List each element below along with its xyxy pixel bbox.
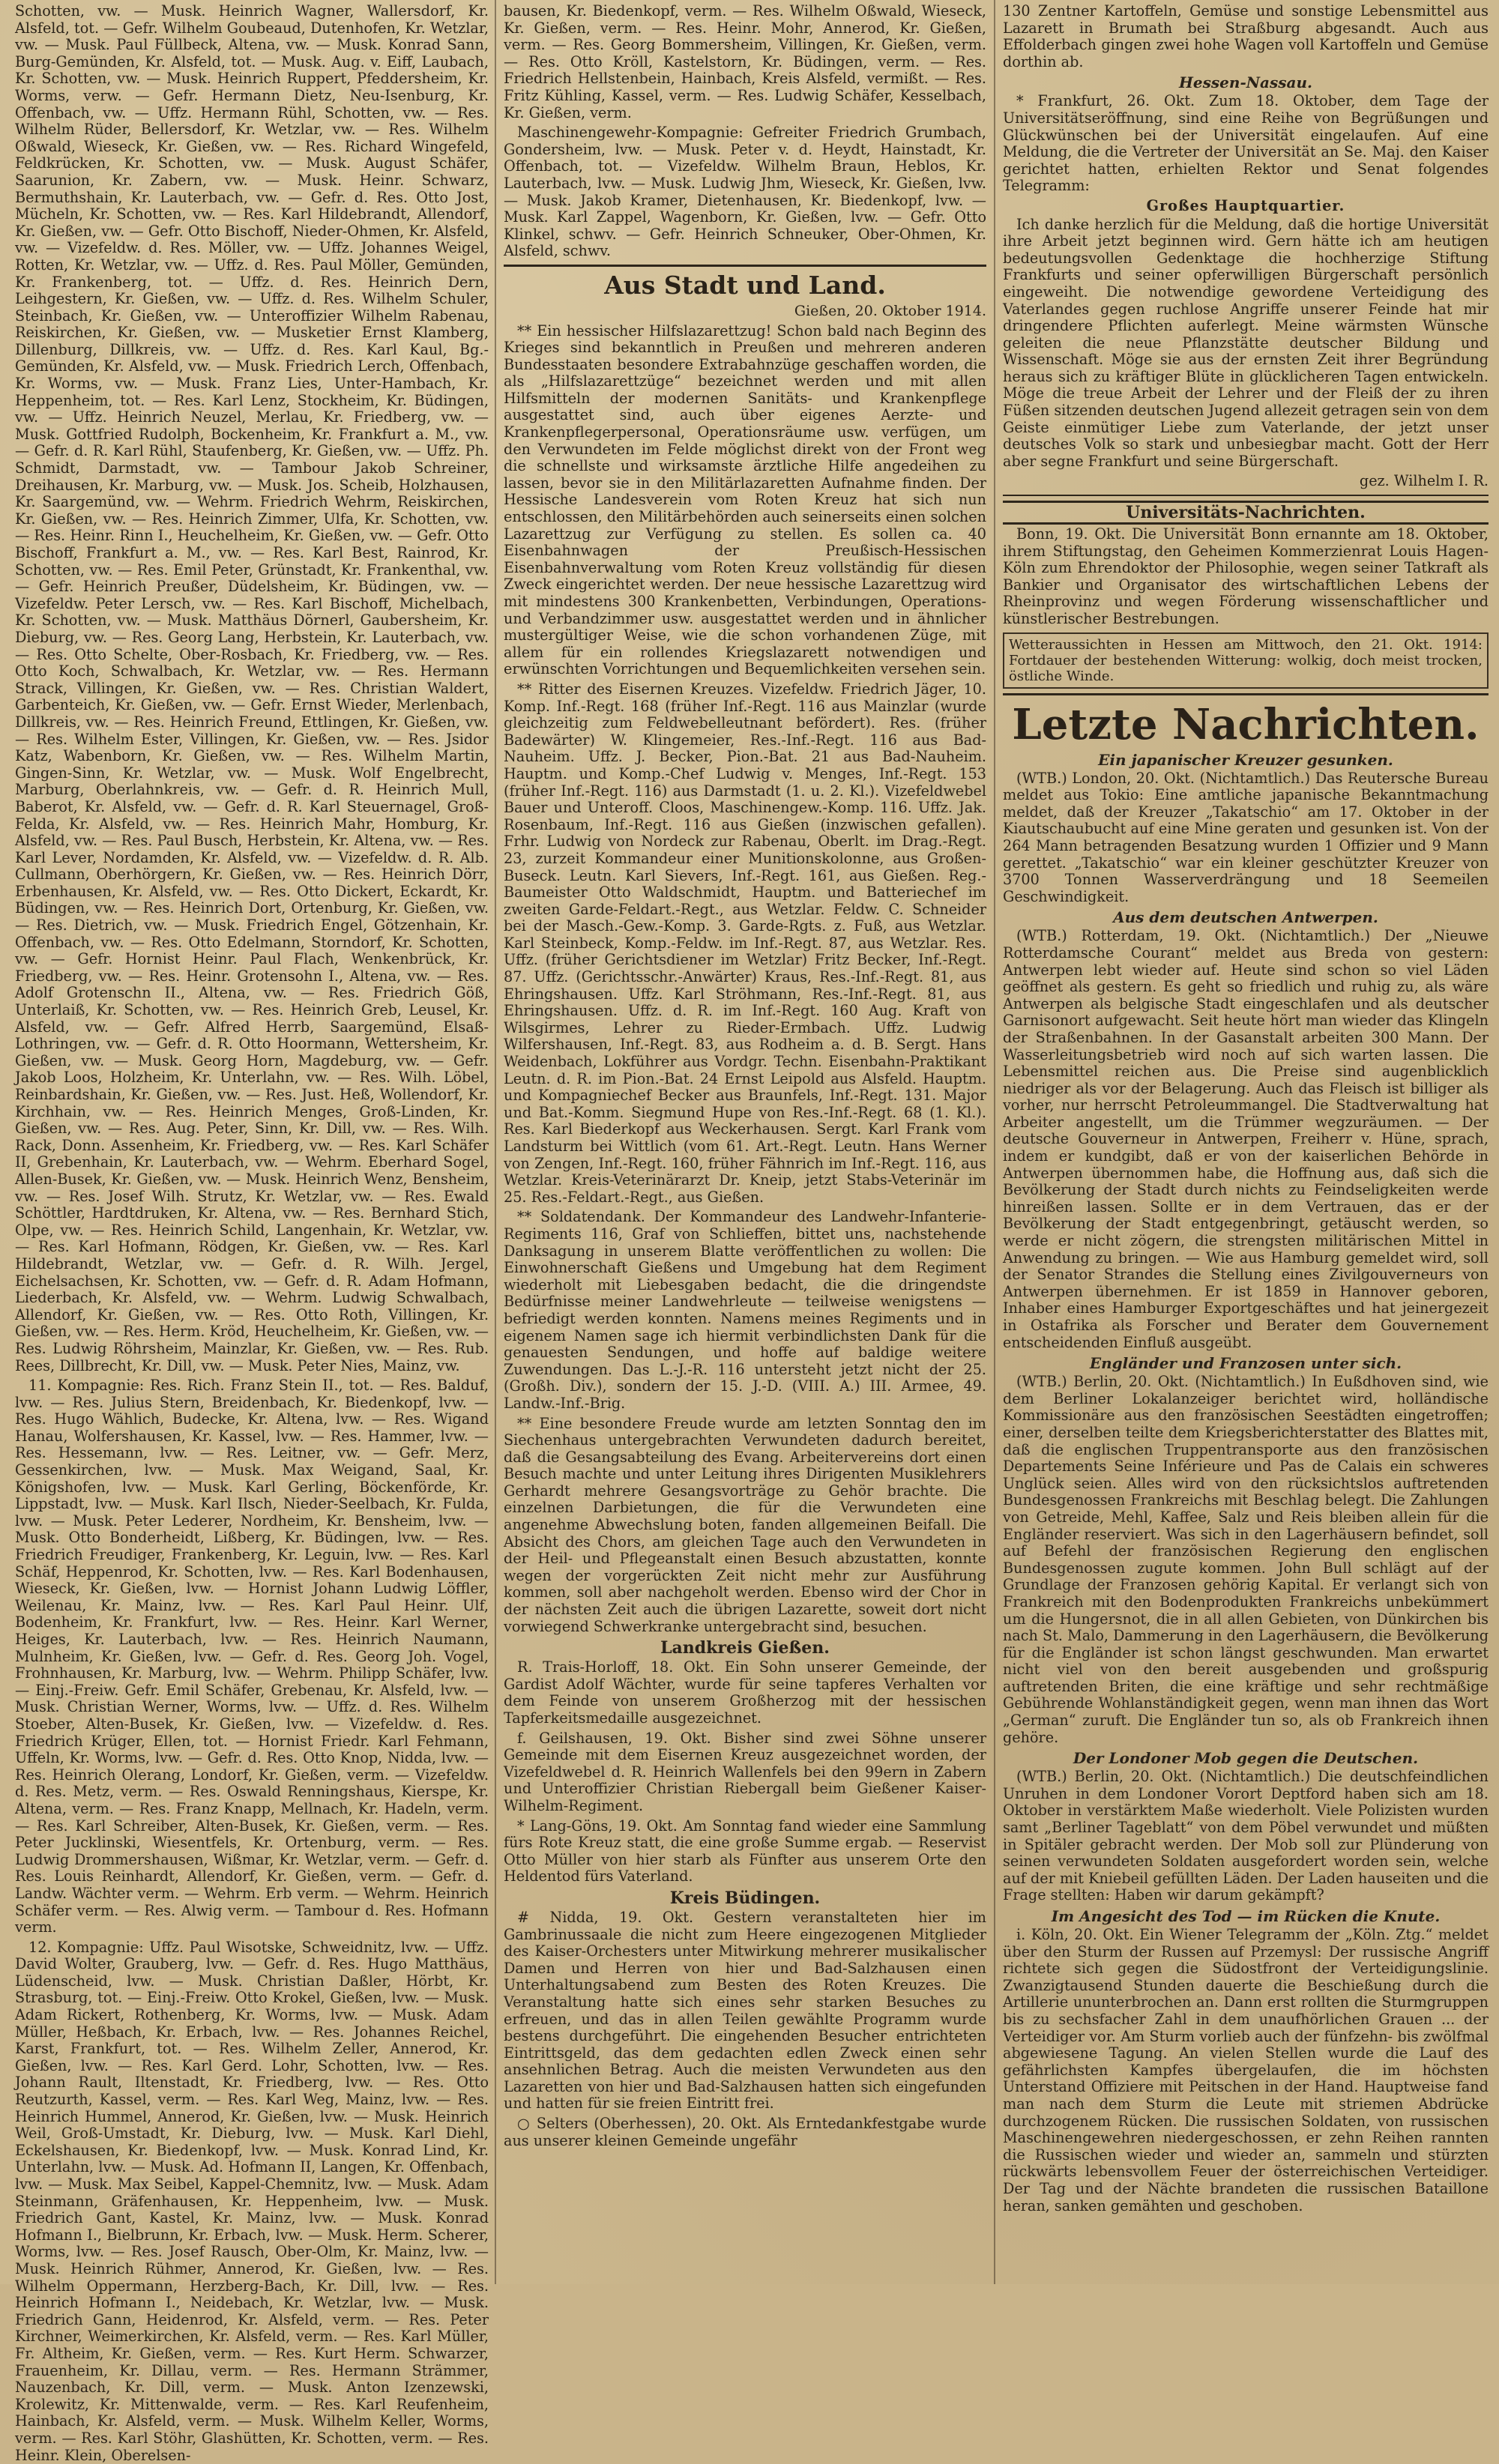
telegram-heading: Großes Hauptquartier. [1146, 196, 1345, 214]
article-frankfurt: * Frankfurt, 26. Okt. Zum 18. Oktober, dem Tage der Universitätseröffnung, sind eine Reihe von Begrüßungen und Glückwünschen bei der Universität eingelaufen. Auf eine Meldung, die die Vertreter der Universität an Se. Maj. den Kaiser gerichtet hatten, erhielten Rektor und Senat folgendes Telegramm: [1003, 92, 1489, 195]
article-potatoes: 130 Zentner Kartoffeln, Gemüse und sonstige Lebensmittel aus Lazarett in Brumath bei Straßburg abgesandt. Auch aus Effolderbach gingen zwei hohe Wagen voll Kartoffeln und Gemüse dorthin ab. [1003, 2, 1489, 70]
headline-antwerp: Aus dem deutschen Antwerpen. [1113, 908, 1378, 927]
article-trais-horloff: R. Trais-Horloff, 18. Okt. Ein Sohn unserer Gemeinde, der Gardist Adolf Wächter, wurde für seine tapferes Verhalten vor dem Feinde von unserem Großherzog mit der hessischen Tapferkeitsmedaille ausgezeichnet. [504, 1658, 986, 1727]
section-divider [1003, 693, 1489, 695]
article-bonn: Bonn, 19. Okt. Die Universität Bonn ernannte am 18. Oktober, ihrem Stiftungstag, den Geheimen Kommerzienrat Louis Hagen-Köln zum Ehrendoktor der Philosophie, wegen seiner Tatkraft als Bankier und Organisator des wirtschaftlichen Lebens der Rheinprovinz und wegen Förderung wissenschaftlicher und künstlerischer Bestrebungen. [1003, 525, 1489, 627]
section-title-university-news: Universitäts-Nachrichten. [1003, 501, 1489, 525]
mg-company-list: Maschinengewehr-Kompagnie: Gefreiter Friedrich Grumbach, Gondersheim, lvw. — Musk. Peter v. d. Heydt, Hainstadt, Kr. Offenbach, tot. — Vizefeldw. Wilhelm Braun, Heblos, Kr. Lauterbach, lvw. — Musk. Ludwig Jhm, Wieseck, Kr. Gießen, lvw. — Musk. Jakob Kramer, Dietenhausen, Kr. Biedenkopf, lvw. — Musk. Karl Zappel, Wagenborn, Kr. Gießen, lvw. — Gefr. Otto Klinkel, schwv. — Gefr. Heinrich Schneuker, Ober-Ohmen, Kr. Alsfeld, schwv. [504, 124, 986, 260]
headline-english-french: Engländer und Franzosen unter sich. [1089, 1354, 1402, 1373]
article-koeln: i. Köln, 20. Okt. Ein Wiener Telegramm der „Köln. Ztg.“ meldet über den Sturm der Russen auf Przemysl: Der russische Angriff richtete sich gegen die Südostfront der Verteidigungslinie. Zwanzigtausend Stunden dauerte die Beschießung durch die Artillerie ununterbrochen an. Dann erst rollten die Sturmgruppen bis zu sechsfacher Zahl in dem unaufhörlichen Grauen ... der Verteidiger vor. Am Sturm vorlieb auch der fünfzehn- bis zwölfmal abgewiesene Tagung. An vielen Stellen wurde die Lauf des gefährlichsten Kampfes übergelaufen, die im höchsten Unterstand Offiziere mit Peitschen in der Hand. Hauptweise fand man nach dem Sturm die Leute mit striemen Abdrücke durchzogenem Rücken. Die russischen Soldaten, von russischen Maschinengewehren niedergeschossen, er zehn Reihen rannten die Russischen wieder und wieder an, sammeln und stürzten rückwärts lebensvollem Feuer der österreichischen Verteidiger. Der Tag und der Nächte brandeten die russischen Bataillone heran, sanken gemähten und geschoben. [1003, 1926, 1489, 2214]
headline-death-knout: Im Angesicht des Tod — im Rücken die Knute. [1051, 1907, 1441, 1925]
article-nidda: # Nidda, 19. Okt. Gestern veranstalteten hier im Gambrinussaale die nicht zum Heere eingezogenen Mitglieder des Kaiser-Orchesters unter Mitwirkung mehrerer musikalischer Damen und Herren von hier und Bad-Salzhausen einen Unterhaltungsabend zum Besten des Roten Kreuzes. Die Veranstaltung hatte sich eines sehr starken Besuches zu erfreuen, und das in allen Teilen gewählte Programm wurde bestens durchgeführt. Die eingehenden Besucher entrichteten Eintrittsgeld, das dem gedachten edlen Zweck einen sehr ansehnlichen Betrag. Auch die meisten Verwundeten aus den Lazaretten von hier und Bad-Salzhausen hatten sich eingefunden und hatten für sie freien Eintritt frei. [504, 1908, 986, 2113]
section-divider [1003, 495, 1489, 496]
article-berlin-1: (WTB.) Berlin, 20. Okt. (Nichtamtlich.) In Eußdhoven sind, wie dem Berliner Lokalanzeiger berichtet wird, holländische Kommissionäre aus den französischen Seestädten eingetroffen; einer, derselben teilte dem Kriegsberichterstatter des Blattes mit, daß die englischen Truppentransporte aus den französischen Departements Seine Inférieure und Pas de Calais ein schweres Unglück seien. Alles wird von den rücksichtslos auftretenden Bundesgenossen Frankreichs mit Beschlag belegt. Die Zahlungen von Getreide, Mehl, Kaffee, Salz und Reis bleiben allein für die Engländer reserviert. Was sich in den Lagerhäusern befindet, soll auf Befehl der französischen Regierung den englischen Bundesgenossen zugute kommen. John Bull schlägt auf der Grundlage der Franzosen gehörig Kapital. Er verlangt sich von Frankreich mit den Bodenprodukten Frankreichs unbekümmert um die Hungersnot, die in all allen Gebieten, von Dünkirchen bis nach St. Malo, Dammerung in den Lagerhäusern, die Bevölkerung für die Engländer ist schon längst geschwunden. Man erwartet nicht viel von den bereit ausgebenden und großspurig auftretenden Briten, die eine kräftige und sehr rechtmäßige Gebührende Wohlanständigkeit gegen, wenn man ihnen das Wort „German“ zuruft. Die Engländer tun so, als ob Frankreich ihnen gehöre. [1003, 1373, 1489, 1746]
article-berlin-2: (WTB.) Berlin, 20. Okt. (Nichtamtlich.) Die deutschfeindlichen Unruhen in dem Londoner Vorort Deptford haben sich am 18. Oktober in verstärktem Maße wiederholt. Viele Polizisten wurden samt „Berliner Tageblatt“ von dem Pöbel verwundet und müßten in Spitäler gebracht werden. Der Mob soll zur Plünderung von seinen verwundeten Soldaten ausgefordert worden sein, welche auf der mit Kniebeil gefüllten Läden. Der Laden hauseiten und die Frage stellten: Haben wir darum gekämpft? [1003, 1768, 1489, 1904]
article-selters: ○ Selters (Oberhessen), 20. Okt. Als Erntedankfestgabe wurde aus unserer kleinen Gemeinde ungefähr [504, 2115, 986, 2149]
company-11-list: 11. Kompagnie: Res. Rich. Franz Stein II., tot. — Res. Balduf, lvw. — Res. Julius Stern, Breidenbach, Kr. Biedenkopf, lvw. — Res. Hugo Wählich, Budecke, Kr. Altena, lvw. — Res. Wigand Hanau, Wolfershausen, Kr. Kassel, lvw. — Res. Hammer, lvw. — Res. Hessemann, lvw. — Res. Leitner, vw. — Gefr. Merz, Gessenkirchen, lvw. — Musk. Max Weigand, Saal, Kr. Königshofen, lvw. — Musk. Karl Gerling, Böckenförde, Kr. Lippstadt, lvw. — Musk. Karl Ilsch, Nieder-Seelbach, Kr. Fulda, lvw. — Musk. Peter Lederer, Nordheim, Kr. Bensheim, lvw. — Musk. Otto Bonderheidt, Lißberg, Kr. Büdingen, lvw. — Res. Friedrich Freudiger, Frankenberg, Kr. Leguin, lvw. — Res. Karl Schäf, Heppenrod, Kr. Schotten, lvw. — Res. Karl Bodenhausen, Wieseck, Kr. Gießen, lvw. — Hornist Johann Ludwig Löffler, Weilenau, Kr. Mainz, lvw. — Res. Karl Paul Heinr. Ulf, Bodenheim, Kr. Frankfurt, lvw. — Res. Heinr. Karl Werner, Heiges, Kr. Lauterbach, lvw. — Res. Heinrich Naumann, Mulnheim, Kr. Gießen, lvw. — Gefr. d. Res. Georg Joh. Vogel, Frohnhausen, Kr. Marburg, lvw. — Wehrm. Philipp Schäfer, lvw. — Einj.-Freiw. Gefr. Emil Schäfer, Grebenau, Kr. Alsfeld, lvw. — Musk. Christian Werner, Worms, lvw. — Uffz. d. Res. Wilhelm Stoeber, Alten-Busek, Kr. Gießen, lvw. — Vizefeldw. d. Res. Friedrich Krüger, Ellen, tot. — Hornist Friedr. Karl Fehmann, Uffeln, Kr. Worms, lvw. — Gefr. d. Res. Otto Knop, Nidda, lvw. — Res. Heinrich Olerang, Londorf, Kr. Gießen, verm. — Vizefeldw. d. Res. Metz, verm. — Res. Oswald Renningshaus, Kierspe, Kr. Altena, verm. — Res. Franz Knapp, Mellnach, Kr. Hadeln, verm. — Res. Karl Schreiber, Alten-Busek, Kr. Gießen, verm. — Res. Peter Jucklinski, Wiesentfels, Kr. Ortenburg, verm. — Res. Ludwig Drommershausen, Wißmar, Kr. Wetzlar, verm. — Gefr. d. Res. Louis Reinhardt, Allendorf, Kr. Gießen, verm. — Gefr. d. Landw. Wächter verm. — Wehrm. Erb verm. — Wehrm. Heinrich Schäfer verm. — Res. Alwig verm. — Tambour d. Res. Hofmann verm. [15, 1377, 489, 1936]
article-gesang: ** Eine besondere Freude wurde am letzten Sonntag den im Siechenhaus untergebrachten Verwundeten dadurch bereitet, daß die Gesangsabteilung des Evang. Arbeitervereins dort einen Besuch machte und unter Leitung ihres Dirigenten Musiklehrers Gerhardt mehrere Gesangsvorträge zu Gehör brachte. Die einzelnen Darbietungen, die für die Verwundeten eine angenehme Abwechslung boten, fanden allgemeinen Beifall. Die Absicht des Chors, am gleichen Tage auch den Verwundeten in der Heil- und Pflegeanstalt einen Besuch abzustatten, konnte wegen der vorgerückten Zeit nicht mehr zur Ausführung kommen, soll aber nachgeholt werden. Ebenso wird der Chor in der nächsten Zeit auch die übrigen Lazarette, soweit dort nicht vorwiegend Schwerkranke untergebracht sind, besuchen. [504, 1414, 986, 1635]
subhead-kreis-buedingen: Kreis Büdingen. [669, 1888, 821, 1908]
article-rotterdam: (WTB.) Rotterdam, 19. Okt. (Nichtamtlich.) Der „Nieuwe Rotterdamsche Courant“ meldet aus Breda von gestern: Antwerpen lebt wieder auf. Heute sind schon so viel Läden geöffnet als gestern. Es geht so friedlich und ruhig zu, als wäre Antwerpen als belgische Stadt eingeschlafen und als deutscher Garnisonort aufgewacht. Seit heute hört man wieder das Klingeln der Straßenbahnen. In der Gasanstalt arbeiten 300 Mann. Der Wasserleitungsbetrieb wird noch auf sich warten lassen. Die Lebensmittel reichen aus. Die Preise sind augenblicklich niedriger als vor der Belagerung. Auch das Fleisch ist billiger als vorher, nur herrscht Petroleummangel. Die Stadtverwaltung hat Arbeiter angestellt, um die Trümmer wegzuräumen. — Der deutsche Gouverneur in Antwerpen, Freiherr v. Hüne, sprach, indem er kundgibt, daß er von der kaiserlichen Behörde in Antwerpen übernommen habe, die Hoffnung aus, daß sich die Bevölkerung der Stadt durch nichts zu Feindseligkeiten werde hinreißen lassen. Sollte er in dem Vertrauen, das er der Bevölkerung der Stadt entgegenbringt, getäuscht werden, so werde er nicht zögern, die strengsten militärischen Mittel in Anwendung zu bringen. — Wie aus Hamburg gemeldet wird, soll der Senator Strandes die Stellung eines Zivilgouverneurs von Antwerpen übernehmen. Er ist 1859 in Hannover geboren, Inhaber eines Hamburger Exportgeschäftes und hat jeinergezeit in Ostafrika als Forscher und Berater dem Gouvernement entscheidenden Einfluß ausgeübt. [1003, 927, 1489, 1351]
column-casualty-list [9, 0, 495, 2464]
article-soldatendank: ** Soldatendank. Der Kommandeur des Landwehr-Infanterie-Regiments 116, Graf von Schlieffen, bittet uns, nachstehende Danksagung in unserem Blatte veröffentlichen zu wollen: Die Einwohnerschaft Gießens und Umgebung hat dem Regiment wiederholt mit Liebesgaben bedacht, die die dringendste Bedürfnisse meiner Landwehrleute — teilweise wenigstens — befriedigt werden konnten. Namens meines Regiments und in eigenem Namen sage ich hiermit verbindlichsten Dank für die genauesten Sendungen, und hoffe auf baldige weitere Zuwendungen. Das L.-J.-R. 116 untersteht jetzt nicht der 25. (Großh. Div.), sondern der 15. J.-D. (VIII. A.) III. Armee, 49. Landw.-Inf.-Brig. [504, 1208, 986, 1412]
column-rule [994, 0, 995, 2284]
telegram-signature: gez. Wilhelm I. R. [1359, 472, 1489, 490]
dateline: Gießen, 20. Oktober 1914. [794, 302, 986, 319]
casualty-list-text: Schotten, vw. — Musk. Heinrich Wagner, Wallersdorf, Kr. Alsfeld, tot. — Gefr. Wilhelm Goubeaud, Dutenhofen, Kr. Wetzlar, vw. — Musk. Paul Füllbeck, Altena, vw. — Musk. Konrad Sann, Burg-Gemünden, Kr. Alsfeld, tot. — Musk. Aug. v. Eiff, Laubach, Kr. Schotten, vw. — Musk. Heinrich Ruppert, Pfeddersheim, Kr. Worms, verw. — Gefr. Hermann Dietz, Neu-Isenburg, Kr. Offenbach, vw. — Uffz. Hermann Rühl, Schotten, vw. — Res. Wilhelm Rüder, Bellersdorf, Kr. Wetzlar, vw. — Res. Wilhelm Oßwald, Wieseck, Kr. Gießen, vw. — Res. Richard Wingefeld, Feldkrücken, Kr. Schotten, vw. — Musk. August Schäfer, Saarunion, Kr. Zabern, vw. — Musk. Heinr. Schwarz, Bermuthshain, Kr. Lauterbach, vw. — Gefr. d. Res. Otto Jost, Mücheln, Kr. Schotten, vw. — Res. Karl Hildebrandt, Allendorf, Kr. Gießen, vw. — Gefr. Otto Bischoff, Nieder-Ohmen, Kr. Alsfeld, vw. — Vizefeldw. d. Res. Möller, vw. — Uffz. Johannes Weigel, Rotten, Kr. Wetzlar, vw. — Uffz. d. Res. Paul Möller, Gemünden, Kr. Frankenberg, tot. — Uffz. d. Res. Heinrich Dern, Leihgestern, Kr. Gießen, vw. — Uffz. d. Res. Wilhelm Schuler, Steinbach, Kr. Gießen, vw. — Unteroffizier Wilhelm Rabenau, Reiskirchen, Kr. Gießen, vw. — Musketier Ernst Klamberg, Dillenburg, Dillkreis, vw. — Uffz. d. Res. Karl Kaul, Bg.-Gemünden, Kr. Alsfeld, vw. — Musk. Friedrich Lerch, Offenbach, Kr. Worms, vw. — Musk. Franz Lies, Unter-Hambach, Kr. Heppenheim, tot. — Res. Karl Lenz, Stockheim, Kr. Büdingen, vw. — Uffz. Heinrich Neuzel, Merlau, Kr. Friedberg, vw. — Musk. Gottfried Rudolph, Bockenheim, Kr. Frankfurt a. M., vw. — Gefr. d. R. Karl Rühl, Staufenberg, Kr. Gießen, vw. — Uffz. Ph. Schmidt, Darmstadt, vw. — Tambour Jakob Schreiner, Dreihausen, Kr. Marburg, vw. — Musk. Jos. Scheib, Holzhausen, Kr. Saargemünd, vw. — Wehrm. Friedrich Wehrm, Reiskirchen, Kr. Gießen, vw. — Res. Heinrich Zimmer, Ulfa, Kr. Schotten, vw. — Res. Heinr. Rinn I., Heuchelheim, Kr. Gießen, vw. — Gefr. Otto Bischoff, Frankfurt a. M., vw. — Res. Karl Best, Rainrod, Kr. Schotten, vw. — Res. Emil Peter, Grünstadt, Kr. Frankenthal, vw. — Gefr. Heinrich Preußer, Düdelsheim, Kr. Büdingen, vw. — Vizefeldw. Peter Lersch, vw. — Res. Karl Bischoff, Michelbach, Kr. Schotten, vw. — Musk. Matthäus Dörnerl, Gaubersheim, Kr. Dieburg, vw. — Res. Georg Lang, Herbstein, Kr. Lauterbach, vw. — Res. Otto Schelte, Ober-Rosbach, Kr. Friedberg, vw. — Res. Otto Koch, Schwalbach, Kr. Wetzlar, vw. — Res. Hermann Strack, Villingen, Kr. Gießen, vw. — Res. Christian Waldert, Garbenteich, Kr. Gießen, vw. — Gefr. Ernst Wieder, Merlenbach, Dillkreis, vw. — Res. Heinrich Freund, Ettlingen, Kr. Gießen, vw. — Res. Wilhelm Ester, Villingen, Kr. Gießen, vw. — Res. Jsidor Katz, Wabenborn, Kr. Gießen, vw. — Res. Wilhelm Martin, Gingen-Sinn, Kr. Wetzlar, vw. — Musk. Wolf Engelbrecht, Marburg, Oberlahnkreis, vw. — Gefr. d. R. Heinrich Mull, Baberot, Kr. Alsfeld, vw. — Gefr. d. R. Karl Steuernagel, Groß-Felda, Kr. Alsfeld, vw. — Res. Heinrich Mahr, Homburg, Kr. Alsfeld, vw. — Res. Paul Busch, Herbstein, Kr. Altena, vw. — Res. Karl Lever, Nordamden, Kr. Alsfeld, vw. — Vizefeldw. d. R. Alb. Cullmann, Oberhörgern, Kr. Gießen, vw. — Res. Heinrich Dörr, Erbenhausen, Kr. Alsfeld, vw. — Res. Otto Dickert, Eckardt, Kr. Büdingen, vw. — Res. Heinrich Dort, Ortenburg, Kr. Gießen, vw. — Res. Dietrich, vw. — Musk. Friedrich Engel, Götzenhain, Kr. Offenbach, vw. — Res. Otto Edelmann, Storndorf, Kr. Schotten, vw. — Gefr. Hornist Heinr. Paul Flach, Wenkenbrück, Kr. Friedberg, vw. — Res. Heinr. Grotensohn I., Altena, vw. — Res. Adolf Grotenschn II., Altena, vw. — Res. Friedrich Göß, Unterlaiß, Kr. Schotten, vw. — Res. Heinrich Greb, Leusel, Kr. Alsfeld, vw. — Gefr. Alfred Herrb, Saargemünd, Elsaß-Lothringen, vw. — Gefr. d. R. Otto Hoormann, Wettersheim, Kr. Gießen, vw. — Musk. Georg Horn, Magdeburg, vw. — Gefr. Jakob Loos, Holzheim, Kr. Unterlahn, vw. — Res. Wilh. Löbel, Reinbardshain, Kr. Gießen, vw. — Res. Just. Heß, Wollendorf, Kr. Kirchhain, vw. — Res. Heinrich Menges, Groß-Linden, Kr. Gießen, vw. — Res. Aug. Peter, Sinn, Kr. Dill, vw. — Res. Wilh. Rack, Donn. Assenheim, Kr. Friedberg, vw. — Res. Karl Schäfer II, Grebenhain, Kr. Lauterbach, vw. — Wehrm. Eberhard Sogel, Allen-Busek, Kr. Gießen, vw. — Musk. Heinrich Wenz, Bensheim, vw. — Res. Josef Wilh. Strutz, Kr. Wetzlar, vw. — Res. Ewald Schöttler, Hardtdruken, Kr. Altena, vw. — Res. Bernhard Stich, Olpe, vw. — Res. Heinrich Schild, Langenhain, Kr. Wetzlar, vw. — Res. Karl Hofmann, Rödgen, Kr. Gießen, vw. — Res. Karl Hildebrandt, Wetzlar, vw. — Gefr. d. R. Wilh. Jergel, Eichelsachsen, Kr. Schotten, vw. — Gefr. d. R. Adam Hofmann, Liederbach, Kr. Alsfeld, vw. — Wehrm. Ludwig Schwalbach, Allendorf, Kr. Gießen, vw. — Res. Otto Roth, Villingen, Kr. Gießen, vw. — Res. Herm. Kröd, Heuchelheim, Kr. Gießen, vw. — Res. Ludwig Röhrsheim, Mainzlar, Kr. Gießen, vw. — Res. Rub. Rees, Dillbrecht, Kr. Dill, vw. — Musk. Peter Nies, Mainz, vw. [15, 2, 489, 1374]
article-geilshausen: f. Geilshausen, 19. Okt. Bisher sind zwei Söhne unserer Gemeinde mit dem Eisernen Kreuz ausgezeichnet worden, der Vizefeldwebel d. R. Heinrich Wallenfels bei den 99ern in Zabern und Unteroffizier Christian Riebergall beim Gießener Kaiser-Wilhelm-Regiment. [504, 1729, 986, 1814]
article-lang-goens: * Lang-Göns, 19. Okt. Am Sonntag fand wieder eine Sammlung fürs Rote Kreuz statt, die eine große Summe ergab. — Reservist Otto Müller von hier starb als Fünfter aus unserem Orte den Heldentod fürs Vaterland. [504, 1817, 986, 1885]
headline-japanese-cruiser: Ein japanischer Kreuzer gesunken. [1098, 750, 1393, 769]
telegram-text: Ich danke herzlich für die Meldung, daß die hortige Universität ihre Arbeit jetzt beginnen wird. Gern hätte ich am heutigen bedeutungsvollen Gedenktage die hochherzige Stiftung Frankfurts und seiner opferwilligen Bürgerschaft persönlich eingeweiht. Die notwendige gewordene Verteidigung des Vaterlandes gegen ruchlose Angriffe unserer Feinde hat mir dringendere Pflichten auferlegt. Meine wärmsten Wünsche geleiten die neue Pflanzstätte deutscher Bildung und Wissenschaft. Möge sie aus der ernsten Zeit ihrer Begründung heraus sich zu kräftiger Blüte in glücklicheren Tagen entwickeln. Möge die treue Arbeit der Lehrer und der Fleiß der zu ihren Füßen sitzenden deutschen Jugend allezeit getragen sein von dem Geiste einmütiger Liebe zum Vaterlande, der jetzt unser deutsches Volk so stark und unbesiegbar macht. Gott der Herr aber segne Frankfurt und seine Bürgerschaft. [1003, 215, 1489, 470]
column-local-news [498, 0, 992, 2284]
article-iron-cross: ** Ritter des Eisernen Kreuzes. Vizefeldw. Friedrich Jäger, 10. Komp. Inf.-Regt. 168 (früher Inf.-Regt. 116 aus Mainzlar (wurde gleichzeitig zum Feldwebelleutnant befördert). Res. (früher Badewärter) W. Klingemeier, Res.-Inf.-Regt. 116 aus Bad-Nauheim. Uffz. J. Becker, Pion.-Bat. 21 aus Bad-Nauheim. Hauptm. und Komp.-Chef Ludwig v. Menges, Inf.-Regt. 153 (früher Inf.-Regt. 116) aus Darmstadt (1. u. 2. Kl.). Vizefeldwebel Bauer und Unteroff. Cloos, Maschinengew.-Komp. 116. Uffz. Jak. Rosenbaum, Inf.-Regt. 116 aus Gießen (inzwischen gefallen). Frhr. Ludwig von Nordeck zur Rabenau, Oberlt. im Drag.-Regt. 23, zurzeit Kommandeur einer Munitionskolonne, aus Großen-Buseck. Leutn. Karl Sievers, Inf.-Regt. 161, aus Gießen. Reg.-Baumeister Otto Waldschmidt, Hauptm. und Batteriechef im zweiten Garde-Feldart.-Regt., aus Wetzlar. Feldw. C. Schneider bei der Masch.-Gew.-Komp. 3. Garde-Rgts. z. Fuß, aus Wetzlar. Karl Steinbeck, Komp.-Feldw. im Inf.-Regt. 87, aus Wetzlar. Res. Uffz. (früher Gerichtsdiener im Wetzlar) Fritz Becker, Inf.-Regt. 87. Uffz. (Gerichtsschr.-Anwärter) Kraus, Res.-Inf.-Regt. 81, aus Ehringshausen. Uffz. Karl Ströhmann, Res.-Inf.-Regt. 81, aus Ehringshausen. Uffz. d. R. im Inf.-Regt. 160 Aug. Kraft von Wilsgirmes, Lehrer zu Rieder-Ermbach. Uffz. Ludwig Wilfershausen, Inf.-Regt. 83, aus Rodheim a. d. B. Sergt. Hans Weidenbach, Lokführer aus Vordgr. Techn. Eisenbahn-Praktikant Leutn. d. R. im Pion.-Bat. 24 Ernst Leipold aus Alsfeld. Hauptm. und Kompagniechef Becker aus Braunfels, Inf.-Regt. 131. Major und Bat.-Komm. Siegmund Hupe von Res.-Inf.-Regt. 68 (1. Kl.). Res. Karl Biederkopf aus Weckerhausen. Sergt. Karl Frank vom Landsturm bei Wittlich (vom 61. Art.-Regt. Leutn. Hans Werner von Zengen, Inf.-Regt. 160, früher Fähnrich im Inf.-Regt. 116, aus Wetzlar. Kreis-Veterinärarzt Dr. Kneip, jetzt Stabs-Veterinär im 25. Res.-Feldart.-Regt., aus Gießen. [504, 680, 986, 1206]
section-title-latest-news: Letzte Nachrichten. [1012, 699, 1480, 749]
subhead-landkreis-giessen: Landkreis Gießen. [660, 1638, 830, 1658]
headline-london-mob: Der Londoner Mob gegen die Deutschen. [1073, 1749, 1419, 1768]
column-latest-news [997, 0, 1495, 2284]
weather-forecast-box: Wetteraussichten in Hessen am Mittwoch, den 21. Okt. 1914: Fortdauer der bestehenden Witterung: wolkig, doch meist trocken, östliche Winde. [1003, 632, 1489, 689]
subhead-hessen-nassau: Hessen-Nassau. [1179, 73, 1312, 92]
casualty-list-continued: bausen, Kr. Biedenkopf, verm. — Res. Wilhelm Oßwald, Wieseck, Kr. Gießen, verm. — Res. Heinr. Mohr, Annerod, Kr. Gießen, verm. — Res. Georg Bommersheim, Villingen, Kr. Gießen, verm. — Res. Otto Kröll, Kastelstorn, Kr. Büdingen, verm. — Res. Friedrich Hellstenbein, Hainbach, Kreis Alsfeld, vermißt. — Res. Fritz Kühling, Kassel, verm. — Res. Ludwig Schäfer, Kesselbach, Kr. Gießen, verm. [504, 2, 986, 121]
column-rule [495, 0, 496, 2284]
company-12-list: 12. Kompagnie: Uffz. Paul Wisotske, Schweidnitz, lvw. — Uffz. David Wolter, Grauberg, lvw. — Gefr. d. Res. Hugo Matthäus, Lüdenscheid, lvw. — Musk. Christian Daßler, Hörbt, Kr. Strasburg, tot. — Einj.-Freiw. Otto Krokel, Gießen, lvw. — Musk. Adam Rickert, Rothenberg, Kr. Worms, lvw. — Musk. Adam Müller, Heßbach, Kr. Erbach, lvw. — Res. Johannes Reichel, Karst, Frankfurt, tot. — Res. Wilhelm Zeller, Annerod, Kr. Gießen, lvw. — Res. Karl Gerd. Lohr, Schotten, lvw. — Res. Johann Rault, Iltenstadt, Kr. Friedberg, lvw. — Res. Otto Reutzurth, Kassel, verm. — Res. Karl Weg, Mainz, lvw. — Res. Heinrich Hummel, Annerod, Kr. Gießen, lvw. — Musk. Heinrich Weil, Groß-Umstadt, Kr. Dieburg, lvw. — Musk. Karl Diehl, Eckelshausen, Kr. Biedenkopf, lvw. — Musk. Konrad Lind, Kr. Unterlahn, lvw. — Musk. Ad. Hofmann II, Langen, Kr. Offenbach, lvw. — Musk. Max Seibel, Kappel-Chemnitz, lvw. — Musk. Adam Steinmann, Gräfenhausen, Kr. Heppenheim, lvw. — Musk. Friedrich Gant, Kastel, Kr. Mainz, lvw. — Musk. Konrad Hofmann I., Bielbrunn, Kr. Erbach, lvw. — Musk. Herm. Scherer, Worms, lvw. — Res. Josef Rausch, Ober-Olm, Kr. Mainz, lvw. — Musk. Heinrich Rühmer, Annerod, Kr. Gießen, lvw. — Res. Wilhelm Oppermann, Herzberg-Bach, Kr. Dill, lvw. — Res. Heinrich Hofmann I., Neidebach, Kr. Wetzlar, lvw. — Musk. Friedrich Gann, Heidenrod, Kr. Alsfeld, verm. — Res. Peter Kirchner, Weimerkirchen, Kr. Alsfeld, verm. — Res. Karl Müller, Fr. Altheim, Kr. Gießen, verm. — Res. Kurt Herm. Schwarzer, Frauenheim, Kr. Dillau, verm. — Res. Hermann Strämmer, Nauzenbach, Kr. Dill, verm. — Musk. Anton Izenzewski, Krolewitz, Kr. Mittenwalde, verm. — Res. Karl Reufenheim, Hainbach, Kr. Alsfeld, verm. — Musk. Wilhelm Keller, Worms, verm. — Res. Karl Stöhr, Glashütten, Kr. Schotten, verm. — Res. Heinr. Klein, Oberelsen- [15, 1938, 489, 2464]
article-london: (WTB.) London, 20. Okt. (Nichtamtlich.) Das Reutersche Bureau meldet aus Tokio: Eine amtliche japanische Bekanntmachung meldet, daß der Kreuzer „Takatschio“ am 17. Oktober in der Kiautschaubucht auf eine Mine geraten und gesunken ist. Von der 264 Mann betragenden Besatzung wurden 1 Offizier und 9 Mann gerettet. „Takatschio“ war ein kleiner geschützter Kreuzer von 3700 Tonnen Wasserverdrängung und 18 Seemeilen Geschwindigkeit. [1003, 769, 1489, 905]
section-divider [504, 265, 986, 267]
section-title-aus-stadt-und-land: Aus Stadt und Land. [604, 270, 886, 300]
article-lazarettzug: ** Ein hessischer Hilfslazarettzug! Schon bald nach Beginn des Krieges sind bekanntlich in Preußen und mehreren anderen Bundesstaaten besondere Extrabahnzüge geschaffen worden, die als „Hilfslazarettzüge“ bezeichnet werden und mit allen Hilfsmitteln der modernen Sanitäts- und Krankenpflege ausgestattet sind, auch über eigenes Aerzte- und Krankenpflegerpersonal, Operationsräume usw. verfügen, um den Verwundeten im Felde möglichst direkt von der Front weg die schnellste und wirksamste ärztliche Hilfe angedeihen zu lassen, bevor sie in den Militärlazaretten Aufnahme finden. Der Hessische Landesverein vom Roten Kreuz hat sich nun entschlossen, den Militärbehörden auch seinerseits einen solchen Lazarettzug zur Verfügung zu stellen. Es sollen ca. 40 Eisenbahnwagen der Preußisch-Hessischen Eisenbahnverwaltung vom Roten Kreuz vollständig für diesen Zweck eingerichtet werden. Der neue hessische Lazarettzug wird mit mindestens 300 Krankenbetten, Verbindungen, Operations- und Verbandzimmer usw. ausgestattet werden und in ähnlicher mustergültiger Weise, wie die schon vorhandenen Züge, mit allem für ein rollendes Kriegslazarett notwendigen und erwünschten Vorrichtungen und Bequemlichkeiten versehen sein. [504, 321, 986, 678]
